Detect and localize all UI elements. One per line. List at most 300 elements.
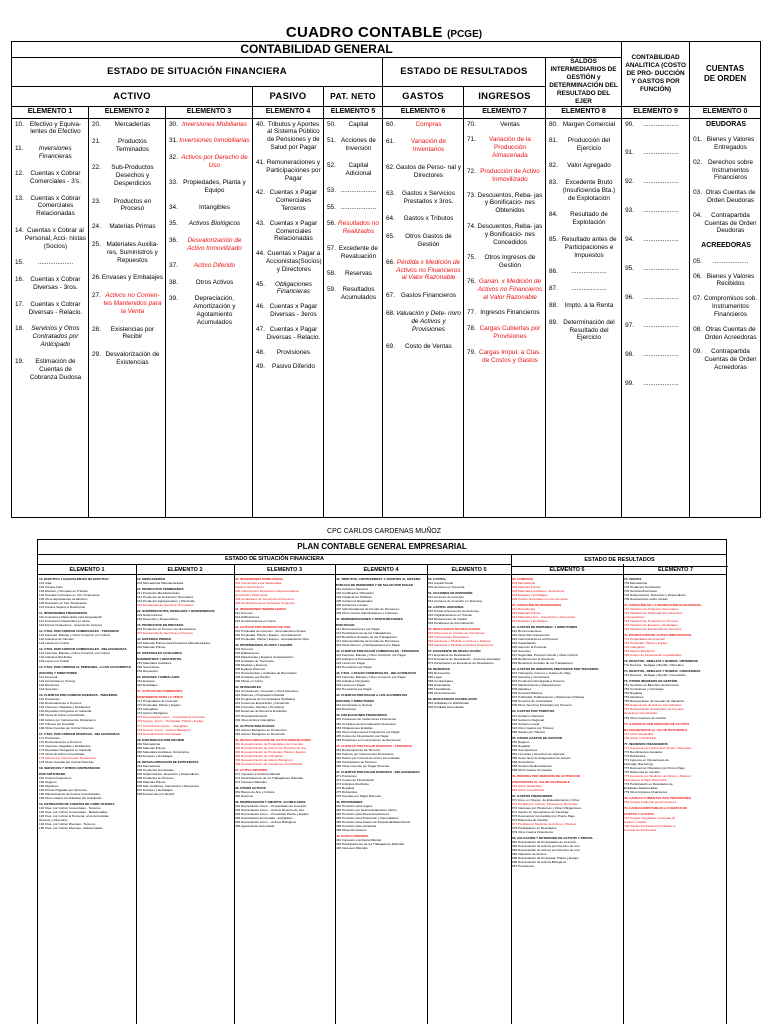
plan-account-line: 303 Certificados de Suscripción Preferente [235, 597, 294, 602]
plan-account-line: 215 Existencias de Servicios Terminados [137, 603, 194, 608]
plan-account-line: 633 Producción Encargada a Terceros [512, 679, 565, 684]
plan-account-line: 284 Envases y Embalajes [137, 753, 173, 758]
plan-account-line: 396 Agotamiento Acumulado [235, 823, 275, 828]
plan-account-line: 41. REMUNERACIONES Y PARTICIPACIONES [336, 617, 403, 622]
plan-account-line: 341 Concesiones, Licencias y Otros Derechos [235, 689, 299, 694]
plan-account-line: 485 Provisión para Gastos de Responsabilidad Social [336, 819, 410, 824]
account-item [625, 178, 688, 186]
account-item [549, 236, 620, 259]
account-number: 17. [15, 300, 24, 308]
account-name: Existencias por Recibir [110, 325, 155, 341]
plan-account-line: 676 Diferencia de Cambio [512, 817, 548, 822]
plan-account-line: 189 Otros Gastos Contratados por Anticipado [39, 795, 102, 800]
account-name: .................... [712, 257, 749, 265]
account-item [386, 164, 462, 180]
plan-account-line: 107 Fondos Sujetos a Restricción [39, 605, 86, 610]
plan-account-line: 462 Pasivos por Instrumentos Financieros [336, 751, 394, 756]
account-name: Resultado de Explotación [570, 211, 608, 227]
plan-account-line: 403 Instituciones Públicas [336, 595, 372, 600]
account-number: 41. [256, 158, 265, 166]
plan-account-line: 338 Unidades por Recibir [235, 675, 270, 680]
header-situacion-financiera: ESTADO DE SITUACIÓN FINANCIERA [12, 57, 383, 86]
plan-account-line: 323 Propiedad, Planta y Equipo - Arrendamiento Oper. [235, 637, 310, 642]
account-name: .................... [643, 178, 679, 186]
plan-account-line: 441 Accionistas (o Socios) [336, 703, 373, 708]
account-item [256, 363, 322, 371]
account-number: 65. [386, 233, 395, 241]
plan-account-line: 481 Provisión para Litigios [336, 803, 373, 808]
plan-account-line: 623 Indemnizaciones al Personal [512, 637, 558, 642]
account-number: 19. [15, 357, 24, 365]
title-main: CUADRO CONTABLE [285, 24, 443, 41]
account-name: .................... [643, 351, 679, 359]
plan-account-line: 643 Gobierno Local [512, 721, 540, 726]
account-item [15, 358, 87, 381]
account-number: 80. [549, 120, 558, 128]
plan-account-line: 453 Obligaciones Emitidas [336, 725, 373, 730]
account-item [625, 149, 688, 157]
plan-account-line: 281 Mercaderías [137, 741, 161, 746]
plan-account-line: 332 Edificaciones [235, 651, 260, 656]
plan-account-line: 402 Certificados Tributarios [336, 591, 374, 596]
account-item [693, 273, 759, 289]
account-number: 84. [549, 211, 558, 219]
plan-account-line: 655 Costo Neto de Enajenación de Activos [512, 755, 571, 760]
plan-account-line: 39. DEPRECIACIÓN Y AMORTIZ. ACUMULADOS [235, 799, 306, 804]
account-number: 13. [15, 194, 24, 202]
plan-account-line: 345 Fórmulas, Diseños y Prototipos [235, 705, 285, 710]
plan-account-line: 20. MERCADERÍAS [137, 577, 166, 581]
plan-account-line: 424 Honorarios por Pagar [336, 665, 372, 670]
plan-account-line: 776 Diferencia en Cambio [624, 769, 660, 774]
plan-account-line: (SOCIOS) Y DIRECTORES [336, 699, 374, 704]
account-name: Inversiones Financieras [38, 145, 72, 161]
plan-account-line: 191 Ctas. por Cobrar Comerciales - Terceros [39, 805, 101, 810]
plan-account-line: 17. CTAS. POR COBRAR DIVERSAS - RELACIONADAS [39, 731, 120, 736]
account-name: Ganan. x Medición de Activos no Financieros al Valor Razonable [477, 278, 543, 301]
account-name: Otras Cuentas de Orden Deudoras [705, 189, 756, 205]
account-number: 87. [549, 285, 558, 293]
account-name: Activo Diferido [193, 261, 236, 269]
plan-column-divider [335, 564, 336, 1024]
account-number: 03. [693, 189, 702, 197]
account-number: 57. [327, 244, 336, 252]
account-name: Costo de Ventas [404, 343, 452, 351]
plan-account-line: 762 Activo Inmovilizado [624, 735, 657, 740]
plan-account-line: 63. GASTOS DE SERVICIOS PRESTADOS POR TERCEROS [512, 667, 599, 672]
plan-account-line: 36. DESVALORIZACIÓN DE ACTIVO INMOVILIZADO [235, 737, 311, 742]
account-item [386, 292, 462, 300]
account-name: Pérdida x Medición de Activos no Financieros al Valor Razonable [396, 258, 461, 282]
plan-account-line: 582 Legal [428, 675, 442, 680]
account-name: Capital Adicional [345, 162, 372, 177]
account-item [693, 348, 759, 371]
plan-account-line: 163 Intereses, Regalías y Dividendos [39, 705, 91, 710]
account-item [256, 250, 322, 273]
plan-account-line: 361 Desvalorización de Propiedades de Inversión [235, 741, 304, 746]
header-ingresos: INGRESOS [464, 87, 546, 107]
plan-account-line: 335 Muebles y Enseres [235, 663, 268, 668]
plan-column-divider [623, 564, 624, 1024]
plan-account-line: 422 Anticipos a Proveedores [336, 657, 376, 662]
plan-account-line: 176 Activos por Instrumentos Financieros [39, 755, 96, 760]
account-name: .................... [643, 264, 679, 272]
account-name: .................... [571, 285, 607, 293]
plan-account-line: PÚBLICO DE PENSIONES Y DE SALUD POR PAGAR [336, 583, 413, 588]
plan-account-line: 521 Primas (Descuento) de Acciones [428, 609, 479, 614]
plan-account-line: 687 Provisiones [512, 864, 535, 869]
account-name: Cuentas x Pagar Diversas - Relacio. [266, 325, 321, 341]
account-number: 79. [467, 348, 476, 356]
plan-account-line: 183 Alquileres [39, 783, 59, 788]
account-item [169, 262, 251, 270]
plan-account-line: 18. SERVICIOS Y OTROS CONTRATADOS [39, 765, 101, 770]
plan-account-line: 333 Maquinarias y Equipos de Explotación [235, 655, 294, 660]
account-number: 38. [169, 278, 178, 286]
account-number: 61. [386, 138, 395, 146]
element-header-2: ELEMENTO 2 [89, 106, 166, 118]
account-number: 55. [327, 203, 336, 211]
account-name: Compras [415, 120, 442, 128]
plan-account-line: 709 Devoluciones sobre Ventas [624, 597, 668, 602]
plan-account-line: 106 Depósitos en Inst. Financieras [39, 601, 87, 606]
plan-account-line: 571 Excedente de Revaluación [428, 653, 471, 658]
plan-account-line: 61. VARIACIÓN DE INVENTARIOS [512, 603, 562, 608]
account-name: Variación de Inventarios [410, 138, 446, 154]
account-name: Obligaciones Financieras [274, 280, 312, 296]
plan-account-line: 741 Desctos., Rebajas y Bonific. Concedidos [624, 673, 686, 678]
plan-account-line: 111 Inversiones Mantenidas para Negociación [39, 615, 103, 620]
account-number: 59. [327, 286, 336, 294]
plan-account-line: 475 Dividendos [336, 789, 358, 794]
plan-resultados-header: ESTADO DE RESULTADOS [584, 557, 655, 563]
plan-account-line: 25. MATERIALES AUXILIARES, [137, 651, 183, 656]
account-name: Remuneraciones y Participaciones por Pagar [266, 158, 321, 182]
account-name: Efectivo y Equiva- lentes de Efectivo [29, 120, 82, 136]
account-name: Cuentas x Cobrar al Personal, Acci- nistas (Socios) [24, 226, 86, 250]
plan-account-line: 237 Existencias de Servicios en Proceso [137, 631, 193, 636]
plan-account-line: 731 Desctos., Rebajas y Bonific. Obtenidos [624, 663, 684, 668]
header-activo: ACTIVO [12, 87, 253, 107]
account-number: 15. [15, 259, 24, 267]
plan-account-line: 715 Variación de Existencias de Servicios [624, 627, 682, 632]
header-contabilidad-general: CONTABILIDAD GENERAL [12, 42, 622, 58]
plan-account-line: Entidades Relacionadas [624, 785, 658, 790]
account-number: 49. [256, 363, 265, 371]
plan-account-line: 523 Reducciones de Capital [428, 617, 467, 622]
plan-account-line: 752 Comisiones y Corretajes [624, 687, 664, 692]
account-item [467, 121, 544, 129]
plan-account-line: 395 Depreciación Acum. - Activos Biológicos [235, 819, 297, 824]
account-number: 20. [92, 120, 101, 128]
account-name: Otros Ingresos de Gestión [484, 254, 536, 270]
plan-account-line: 405 Gobiernos Regionales [336, 599, 373, 604]
plan-account-line: 654 Licencias y Derechos de Vigencia [512, 751, 565, 756]
plan-account-line: 342 Patentes y Propiedad Industrial [235, 693, 285, 698]
plan-account-line: 671 Gtos. en Operac. de Endeudamiento y Otros [512, 797, 580, 802]
plan-account-line: hasta el Vencimiento [235, 585, 264, 590]
plan-account-line: 38. OTROS ACTIVOS [235, 785, 266, 790]
plan-account-line: 167 Tributos por Acreditar [39, 721, 75, 726]
plan-account-line: 684 Valuación de Activos [512, 852, 547, 856]
plan-account-line: 184 Primas Pagadas por Opciones [39, 787, 87, 792]
account-number: 81. [549, 137, 558, 145]
plan-account-line: 409 Otros Costos Administrativos e Intereses [336, 611, 398, 616]
account-item [15, 325, 87, 348]
plan-account-line: 754 Alquileres [624, 695, 644, 700]
plan-account-line: 30. INVERSIONES MOBILIARIAS [235, 577, 283, 581]
plan-account-line: 683 Depreciación de Activos por Derecho de Uso [512, 847, 580, 852]
account-number: 10. [15, 120, 24, 128]
plan-account-line: 601 Mercaderías [512, 581, 536, 586]
plan-account-line: 472 Costos de Financiación [336, 777, 375, 782]
plan-account-line: 585 Facultativas [428, 687, 451, 692]
account-item [625, 121, 688, 129]
plan-account-line: Factoraje (Factoring) [624, 761, 653, 766]
plan-account-line: 563 Ganancia o Pérdida en Activos o Pasivos [428, 639, 491, 644]
account-item [549, 285, 620, 293]
document-title [0, 24, 768, 42]
account-name: Derechos sobre Instrumentos Financieros [707, 158, 754, 182]
account-item [92, 326, 164, 342]
account-item [169, 121, 251, 129]
plan-account-line: 759 Otros Ingresos de Gestión [624, 715, 667, 720]
plan-account-line: 493 Intereses Diferidos [336, 845, 368, 850]
account-name: .................... [643, 149, 679, 157]
plan-account-line: 174 Depósitos Otorgados en Garantía [39, 747, 92, 752]
plan-account-line: (Socios) y Directores [39, 817, 68, 822]
plan-account-line: 49. PASIVO DIFERIDO [336, 833, 369, 838]
account-item [256, 349, 322, 357]
account-group-label: ACREEDORAS [701, 242, 751, 250]
account-name: Acciones de Inversión [341, 137, 376, 153]
plan-account-line: 771 Ganancia por Instrumento Financ. Derivados [624, 745, 692, 750]
plan-account-line: 581 Reinversión [428, 671, 451, 676]
plan-account-line: 455 Costos de Financiación por Pagar [336, 733, 389, 738]
plan-account-line: 591 Utilidades no Distribuidas [428, 701, 469, 706]
account-number: 73. [467, 191, 476, 199]
plan-account-line: 35. ACTIVOS BIOLÓGICOS [235, 723, 275, 728]
plan-account-line: 483 Provisión para Reestructuraciones [336, 811, 390, 816]
account-name: Gastos x Servicios Prestados x 3ros. [401, 189, 455, 205]
plan-contable-table [37, 539, 727, 1024]
account-number: 28. [92, 325, 101, 333]
plan-account-line: 589 Otras Reservas [428, 691, 456, 696]
account-item [327, 204, 381, 212]
plan-account-line: 491 Impuesto a la Renta Diferido [336, 837, 382, 842]
element-1-accounts [12, 118, 89, 517]
account-number: 37. [169, 261, 178, 269]
plan-account-line: 66. PÉRDIDA POR MEDICIÓN DE ACTIVOS NO [512, 773, 581, 778]
plan-account-line: 675 Descuentos Concedidos por Pronto Pago [512, 813, 575, 818]
plan-account-line: 624 Capacitación [512, 641, 536, 646]
plan-account-line: 679 Otros Gastos Financieros [512, 829, 554, 834]
account-item [92, 292, 164, 315]
account-item [15, 145, 87, 161]
header-saldos-intermediarios: SALDOS INTERMEDIARIOS DE GESTIÓN y DETERMINACIÓN DEL RESULTADO DEL EJER [546, 57, 622, 106]
account-item [92, 274, 164, 282]
element-7-accounts [464, 118, 546, 517]
plan-account-line: 431 Facturas, Boletas y Otros Comprob. por Pagar [336, 675, 406, 680]
plan-account-line: 34. INTANGIBLES [235, 685, 261, 690]
account-name: Cuentas x Pagar Diversas - 3eros [269, 303, 318, 319]
plan-account-line: 373 Intereses Diferidos [235, 779, 267, 784]
plan-account-line: 29. DESVALORIZACIÓN DE EXISTENCIAS [137, 759, 199, 764]
account-item [625, 236, 688, 244]
account-number: 88. [549, 302, 558, 309]
plan-account-line: 432 Anticipos Otorgados [336, 679, 370, 684]
plan-account-line: 411 Remuneraciones por Pagar [336, 627, 380, 632]
account-item [15, 121, 87, 137]
plan-account-line: 344 Costos de Exploración y Desarrollo [235, 701, 290, 706]
plan-account-line: 47. CUENTAS POR PAGAR DIVERSAS - RELACIONADAS [336, 769, 420, 774]
account-number: 30. [169, 120, 178, 128]
account-name: Ingresos Financieros [480, 309, 540, 317]
plan-account-line: FINANCIEROS AL VALOR RAZONABLE [512, 779, 570, 784]
plan-account-line: 58. RESERVAS [428, 667, 450, 672]
plan-account-line: MANTENIDOS PARA LA VENTA [137, 695, 184, 700]
account-number: 68. [386, 310, 395, 317]
account-number: 23. [92, 197, 101, 205]
plan-account-line: Financieros al Valor Razonable [624, 777, 667, 782]
plan-account-line: 194 Ctas. por Cobrar Diversas - Terceros [39, 821, 96, 826]
account-item [15, 227, 87, 250]
account-item [386, 190, 462, 206]
element-header-6: ELEMENTO 6 [383, 106, 464, 118]
account-item [15, 170, 87, 186]
plan-account-line: 352 Activos Biológicos en Desarrollo [235, 731, 286, 736]
plan-account-line: 392 Depreciación Acum. - Activos Derecho de Uso [235, 807, 305, 812]
plan-account-line: 32. ACTIVOS POR DERECHO DE USO [235, 625, 291, 630]
plan-element-header-7: ELEMENTO 7 [657, 567, 694, 573]
plan-account-line: 222 Desechos y Desperdicios [137, 617, 178, 622]
account-number: 91. [625, 149, 634, 157]
plan-account-line: 778 Participación en Resultados de [624, 781, 673, 786]
header-contabilidad-analitica: CONTABILIDAD ANALITICA (COSTO DE PRO- DUCCIÓN Y GASTOS POR FUNCIÓN) [622, 42, 690, 107]
plan-account-line: 13. CTAS. POR COBRAR COMERCIALES - RELACIONADAS [39, 647, 127, 652]
plan-account-line: 301 Inversiones a ser Mantenidas [235, 581, 282, 586]
plan-account-line: 251 Materiales Auxiliares [137, 661, 172, 666]
plan-account-line: 142 Accionistas (o Socios) [39, 679, 76, 684]
plan-account-line: 753 Regalías [624, 691, 643, 696]
plan-account-line: 262 Embalajes [137, 683, 158, 688]
element-header-10: ELEMENTO 0 [690, 106, 761, 118]
account-number: 34. [169, 203, 178, 211]
account-number: 72. [467, 167, 476, 175]
account-name: Contrapartida Cuentas de Orden Acreedoras [704, 348, 757, 371]
plan-account-line: 322 Propiedad, Planta y Equipo - Arrendamiento [235, 633, 302, 638]
plan-account-line: 489 Otras Provisiones [336, 827, 367, 832]
account-number: 66. [386, 258, 395, 266]
plan-account-line: 77. INGRESOS FINANCIEROS [624, 741, 668, 746]
plan-account-line: 561 Diferencia en Cambio de Inversiones [428, 631, 485, 636]
plan-account-line: 681 Depreciación de Propiedades de Inversión [512, 839, 577, 844]
account-name: Contrapartida Cuentas de Orden Deudoras [704, 211, 757, 235]
element-header-5: ELEMENTO 5 [324, 106, 383, 118]
plan-account-line: 704 Subproductos, Desechos y Desperdicios [624, 593, 686, 598]
account-name: Cuentas x Cobrar Diversas - Relacio. [28, 300, 83, 316]
plan-account-line: 78. CARGAS CUBIERTAS POR PROVISIONES [624, 795, 691, 800]
account-number: 43. [256, 219, 265, 227]
plan-account-line: 31. INVERSIONES INMOBILIARIAS [235, 607, 286, 612]
plan-account-line: 294 Productos en Proceso [137, 775, 174, 780]
account-number: 78. [467, 325, 476, 333]
plan-account-line: 79. CARGAS IMPUTABLES A CUENTAS DE [624, 805, 687, 810]
plan-account-line: 231 Productos en Proceso de Manufactura [137, 627, 196, 632]
plan-account-line: 181 Costos Financieros [39, 775, 72, 780]
account-name: Impto. a la Renta [564, 302, 614, 309]
account-item [256, 303, 322, 319]
account-number: 40. [256, 120, 265, 128]
plan-account-line: 363 Desvalorización de Propiedad, Planta y Equipo [235, 749, 306, 754]
plan-account-line: 524 Pendientes de Formalización [428, 621, 474, 626]
account-name: Intangibles [198, 203, 230, 211]
account-number: 82. [549, 162, 558, 170]
plan-account-line: 313 Construcciones en Curso [235, 619, 276, 624]
plan-account-line: 602 Materias Primas [512, 585, 541, 590]
plan-column-divider [511, 554, 512, 1024]
plan-account-line: 211 Productos Manufacturados [137, 591, 180, 596]
account-number: 56. [327, 220, 336, 228]
plan-account-line: 252 Suministros [137, 665, 160, 670]
plan-account-line: 656 Suministros [512, 759, 535, 764]
plan-account-line: 772 Rendimientos Ganados [624, 749, 663, 754]
plan-account-line: 572 Excedente de Revaluación - Acciones Liberadas [428, 657, 501, 662]
account-item [92, 164, 164, 187]
element-2-accounts [89, 118, 166, 517]
account-item [169, 137, 251, 145]
plan-account-line: 101 Caja [39, 581, 52, 586]
account-name: Cuentas x Pagar Comerciales Relacionadas [269, 219, 318, 243]
account-item [549, 211, 620, 227]
plan-account-line: 113 Activos Financieros - Acuerdo de Compra [39, 623, 102, 628]
header-pat-neto: PAT. NETO [324, 87, 383, 107]
plan-account-line: 603 Materiales Auxiliares, Suministros [512, 589, 565, 594]
plan-account-line: 456 Préstamos con Compromiso de Recompra [336, 737, 401, 742]
account-item [386, 310, 462, 333]
plan-account-line: 351 Activos Biológicos en Producción [235, 727, 287, 732]
account-name: Servicios y Otros Contratados por Anticipado [31, 325, 80, 349]
account-name: Cuentas x Cobrar Comerciales Relacionadas [30, 194, 81, 218]
plan-account-line: 175 Venta de Activo Inmovilizado [39, 751, 85, 756]
plan-element-header-4: ELEMENTO 4 [363, 567, 399, 573]
account-number: 09. [693, 348, 702, 356]
plan-account-line: 212 Productos de Extracción Terminados [137, 595, 194, 600]
plan-account-line: 347 Plusvalía Mercantil [235, 713, 267, 718]
account-number: 67. [386, 292, 395, 300]
account-number: 42. [256, 189, 265, 197]
plan-element-5-accounts [427, 577, 511, 1024]
account-item [549, 319, 620, 342]
plan-account-line: 466 Otras Cuentas por Pagar Diversas [336, 763, 390, 768]
plan-account-line: 372 Participaciones de los Trabajadores Diferidas [235, 775, 304, 780]
plan-account-line: 42. CUENTAS POR PAGAR COMERCIALES - TERCEROS [336, 649, 419, 654]
plan-account-line: 74. DESCTOS., REBAJAS Y BONIFIC. CONCEDIDAS [624, 669, 701, 674]
plan-account-line: 751 Servicios en Beneficio del Personal [624, 683, 679, 688]
plan-column-divider [136, 564, 137, 1024]
plan-account-line: 312 Edificaciones [235, 615, 260, 620]
account-number: 70. [467, 120, 476, 128]
plan-account-line: 393 Depreciación Acum. - Propiedad, Planta y Equipo [235, 811, 309, 816]
plan-account-line: 102 Fondos Fijos [39, 585, 63, 590]
account-item [467, 192, 544, 215]
plan-account-line: 141 Personal [39, 675, 58, 680]
account-item [327, 137, 381, 153]
plan-account-line: 40. TRIBUTOS, CONTRAPREST. Y APORTES AL SISTEMA [336, 577, 421, 581]
account-item [625, 322, 688, 330]
account-number: 01. [693, 136, 702, 144]
plan-account-line: 703 Servicios/Contratos [624, 589, 657, 594]
